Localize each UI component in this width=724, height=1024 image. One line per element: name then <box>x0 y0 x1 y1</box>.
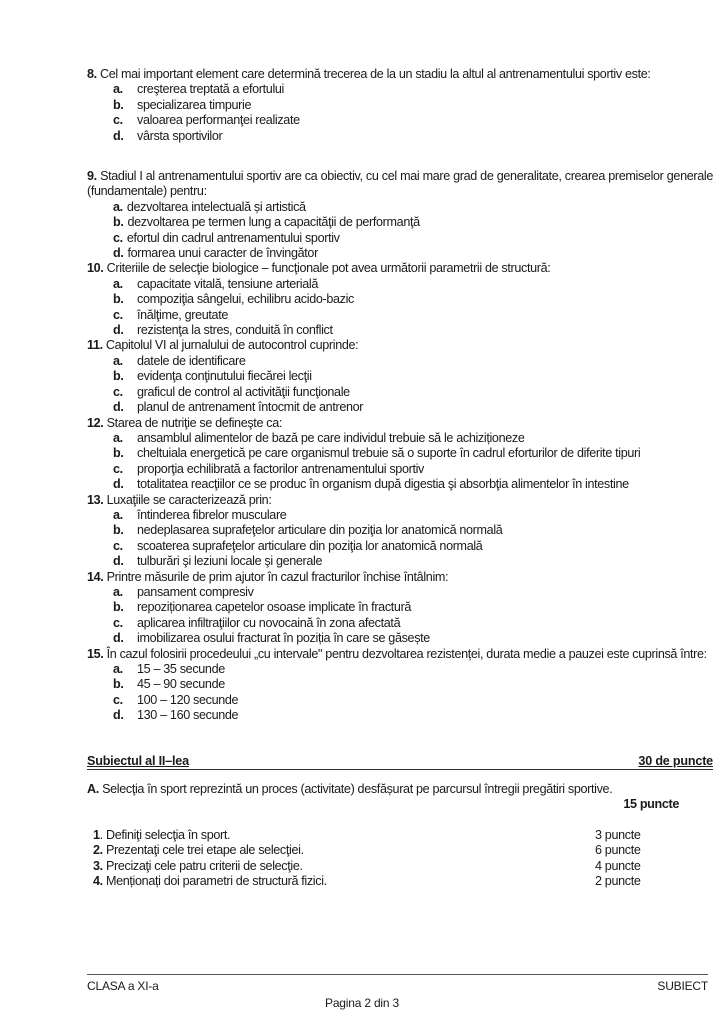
answer-option <box>87 462 713 477</box>
task-a-points: 15 puncte <box>623 797 679 812</box>
task-item-text <box>93 874 327 889</box>
option-letter: a. <box>113 82 123 97</box>
option-letter: c. <box>113 113 123 128</box>
task-items <box>93 828 663 890</box>
answer-option <box>87 308 713 323</box>
option-text: formarea unui caracter de învingător <box>127 246 318 261</box>
answer-option <box>87 616 713 631</box>
answer-option <box>87 446 713 461</box>
option-letter: d. <box>113 400 124 415</box>
answer-option <box>87 200 713 215</box>
answer-option <box>87 113 713 128</box>
option-text: dezvoltarea intelectuală și artistică <box>126 199 306 214</box>
section-header <box>87 754 713 770</box>
task-item-instruction: . Definiţi selecţia în sport. <box>99 828 231 842</box>
question-number: 14. <box>87 569 104 584</box>
option-text: planul de antrenament întocmit de antrenor <box>137 400 364 415</box>
option-letter: b. <box>113 677 124 692</box>
footer-class: CLASA a XI-a <box>87 979 159 993</box>
task-item <box>93 843 663 858</box>
option-letter: d. <box>113 631 124 646</box>
option-letter: b. <box>113 215 124 230</box>
question-14 <box>87 570 713 647</box>
option-text: ansamblul alimentelor de bază pe care individul trebuie să le achiziționeze <box>137 430 525 445</box>
option-text: dezvoltarea pe termen lung a capacităţii de performanţă <box>127 215 420 230</box>
question-text: Luxaţiile se caracterizează prin: <box>106 492 272 507</box>
option-letter: a. <box>113 507 123 522</box>
answer-option <box>87 277 713 292</box>
option-text: cheltuiala energetică pe care organismul trebuie să o suporte în cadrul eforturilor de diferite tipuri <box>137 446 641 461</box>
task-a-label: A. <box>87 782 99 796</box>
option-text: imobilizarea osului fracturat în poziția în care se găsește <box>137 631 430 646</box>
answer-option <box>87 98 713 113</box>
question-number: 8. <box>87 67 97 81</box>
answer-option <box>87 477 713 492</box>
task-item-number: 1 <box>93 828 100 842</box>
task-item-points: 4 puncte <box>595 858 641 873</box>
option-text: evidenţa conţinutului fiecărei lecţii <box>137 369 312 384</box>
section-points: 30 de puncte <box>638 754 713 768</box>
option-text: aplicarea infiltraţiilor cu novocaină în zona afectată <box>137 615 401 630</box>
option-letter: b. <box>113 292 124 307</box>
task-item-points: 3 puncte <box>595 828 641 842</box>
option-letter: a. <box>113 584 123 599</box>
option-text: nedeplasarea suprafeţelor articulare din poziţia lor anatomică normală <box>137 523 503 538</box>
answer-option <box>87 369 713 384</box>
answer-option <box>87 662 713 677</box>
task-item-points: 6 puncte <box>595 843 641 858</box>
task-item <box>93 828 663 843</box>
option-letter: d. <box>113 477 124 492</box>
task-item-instruction: Prezentaţi cele trei etape ale selecţiei. <box>102 843 304 858</box>
question-number: 13. <box>87 492 104 507</box>
task-item-text <box>93 843 304 858</box>
answer-option <box>87 554 713 569</box>
option-letter: d. <box>113 128 124 143</box>
option-text: înălţime, greutate <box>137 307 229 322</box>
option-letter: c. <box>113 307 123 322</box>
option-letter: b. <box>113 97 124 112</box>
question-number: 10. <box>87 261 104 276</box>
question-text: Capitolul VI al jurnalului de autocontrol cuprinde: <box>105 338 359 353</box>
task-item-text <box>93 828 230 843</box>
task-item-points: 2 puncte <box>595 874 641 889</box>
option-letter: d. <box>113 246 124 261</box>
task-a <box>87 782 713 813</box>
question-stem <box>87 647 713 662</box>
answer-option <box>87 508 713 523</box>
answer-option <box>87 129 713 144</box>
answer-option <box>87 246 713 261</box>
option-letter: c. <box>113 538 123 553</box>
answer-option <box>87 431 713 446</box>
question-text: Stadiul I al antrenamentului sportiv are ca obiectiv, cu cel mai mare grad de generalitate, crearea premiselor generale (fundamentale) pentru: <box>87 169 713 199</box>
option-text: tulburări şi leziuni locale şi generale <box>137 554 323 569</box>
question-text: Printre măsurile de prim ajutor în cazul fracturilor închise întâlnim: <box>106 569 449 584</box>
option-text: efortul din cadrul antrenamentului sportiv <box>126 230 340 245</box>
answer-option <box>87 215 713 230</box>
option-text: proporţia echilibrată a factorilor antrenamentului sportiv <box>137 461 425 476</box>
question-number: 9. <box>87 169 97 183</box>
question-number: 15. <box>87 646 104 661</box>
answer-option <box>87 323 713 338</box>
answer-option <box>87 539 713 554</box>
option-letter: b. <box>113 369 124 384</box>
option-text: 15 – 35 secunde <box>137 662 225 676</box>
question-stem <box>87 261 713 276</box>
option-letter: c. <box>113 461 123 476</box>
option-text: vârsta sportivilor <box>137 128 223 143</box>
option-letter: c. <box>113 384 123 399</box>
question-stem <box>87 67 713 82</box>
task-item-text <box>93 859 303 874</box>
question-stem <box>87 169 713 200</box>
option-text: specializarea timpurie <box>137 97 252 112</box>
answer-option <box>87 400 713 415</box>
option-text: repoziționarea capetelor osoase implicate în fractură <box>137 600 412 615</box>
task-item <box>93 859 663 874</box>
answer-option <box>87 600 713 615</box>
task-item-instruction: Precizaţi cele patru criterii de selecţie. <box>102 858 303 873</box>
question-13 <box>87 493 713 570</box>
option-letter: c. <box>113 230 123 245</box>
question-stem <box>87 338 713 353</box>
option-letter: d. <box>113 708 124 723</box>
option-letter: c. <box>113 692 123 707</box>
option-text: scoaterea suprafeţelor articulare din poziţia lor anatomică normală <box>137 538 483 553</box>
question-number: 11. <box>87 338 103 353</box>
task-item-number: 2. <box>93 843 103 858</box>
option-letter: c. <box>113 615 123 630</box>
footer-subject: SUBIECT <box>657 979 708 993</box>
question-12 <box>87 416 713 493</box>
task-item <box>93 874 663 889</box>
question-stem <box>87 416 713 431</box>
option-text: datele de identificare <box>137 353 246 368</box>
question-text: Criteriile de selecţie biologice – funcţionale pot avea următorii parametrii de structură: <box>106 261 551 276</box>
option-text: creşterea treptată a efortului <box>137 82 285 97</box>
option-letter: a. <box>113 353 123 368</box>
option-text: rezistenţa la stres, conduită în conflict <box>137 323 333 338</box>
question-10 <box>87 261 713 338</box>
task-a-text: Selecţia în sport reprezintă un proces (activitate) desfășurat pe parcursul întregii pregătiri sportive. <box>102 782 613 796</box>
option-text: 100 – 120 secunde <box>137 692 239 707</box>
option-letter: d. <box>113 554 124 569</box>
question-8 <box>87 67 713 144</box>
option-letter: d. <box>113 323 124 338</box>
answer-option <box>87 631 713 646</box>
question-stem <box>87 570 713 585</box>
option-text: valoarea performanţei realizate <box>137 113 300 128</box>
answer-option <box>87 677 713 692</box>
option-text: pansament compresiv <box>137 584 254 599</box>
question-15 <box>87 647 713 724</box>
answer-option <box>87 523 713 538</box>
option-text: întinderea fibrelor musculare <box>137 507 287 522</box>
option-letter: b. <box>113 446 124 461</box>
answer-option <box>87 693 713 708</box>
task-item-instruction: Menționați doi parametri de structură fizici. <box>102 874 327 889</box>
option-text: graficul de control al activităţii funcţionale <box>137 384 350 399</box>
answer-option <box>87 708 713 723</box>
task-item-number: 3. <box>93 858 103 873</box>
question-text: În cazul folosirii procedeului „cu intervale" pentru dezvoltarea rezistenței, durata medie a pauzei este cuprinsă între: <box>106 646 707 661</box>
answer-option <box>87 231 713 246</box>
option-text: 130 – 160 secunde <box>137 708 239 723</box>
answer-option <box>87 354 713 369</box>
question-number: 12. <box>87 415 104 430</box>
answer-option <box>87 82 713 97</box>
option-text: compoziţia sângelui, echilibru acido-bazic <box>137 292 355 307</box>
footer-divider <box>87 974 708 975</box>
option-letter: a. <box>113 199 123 214</box>
question-9 <box>87 169 713 261</box>
answer-option <box>87 585 713 600</box>
question-text: Starea de nutriţie se defineşte ca: <box>106 415 282 430</box>
question-text: Cel mai important element care determină trecerea de la un stadiu la altul al antrenamentului sportiv este: <box>99 67 651 81</box>
option-text: capacitate vitală, tensiune arterială <box>137 276 318 291</box>
option-letter: b. <box>113 600 124 615</box>
questions-part1 <box>87 67 713 144</box>
question-11 <box>87 338 713 415</box>
option-letter: a. <box>113 430 123 445</box>
answer-option <box>87 385 713 400</box>
question-stem <box>87 493 713 508</box>
answer-option <box>87 292 713 307</box>
section-title: Subiectul al II–lea <box>87 754 189 768</box>
task-item-number: 4. <box>93 874 103 889</box>
option-letter: b. <box>113 523 124 538</box>
option-letter: a. <box>113 276 123 291</box>
questions-part2 <box>87 169 713 724</box>
option-letter: a. <box>113 662 123 676</box>
page-number: Pagina 2 din 3 <box>325 996 399 1010</box>
option-text: 45 – 90 secunde <box>137 677 225 692</box>
option-text: totalitatea reacţiilor ce se produc în organism după digestia şi absorbţia alimentelor în intestine <box>137 477 629 492</box>
